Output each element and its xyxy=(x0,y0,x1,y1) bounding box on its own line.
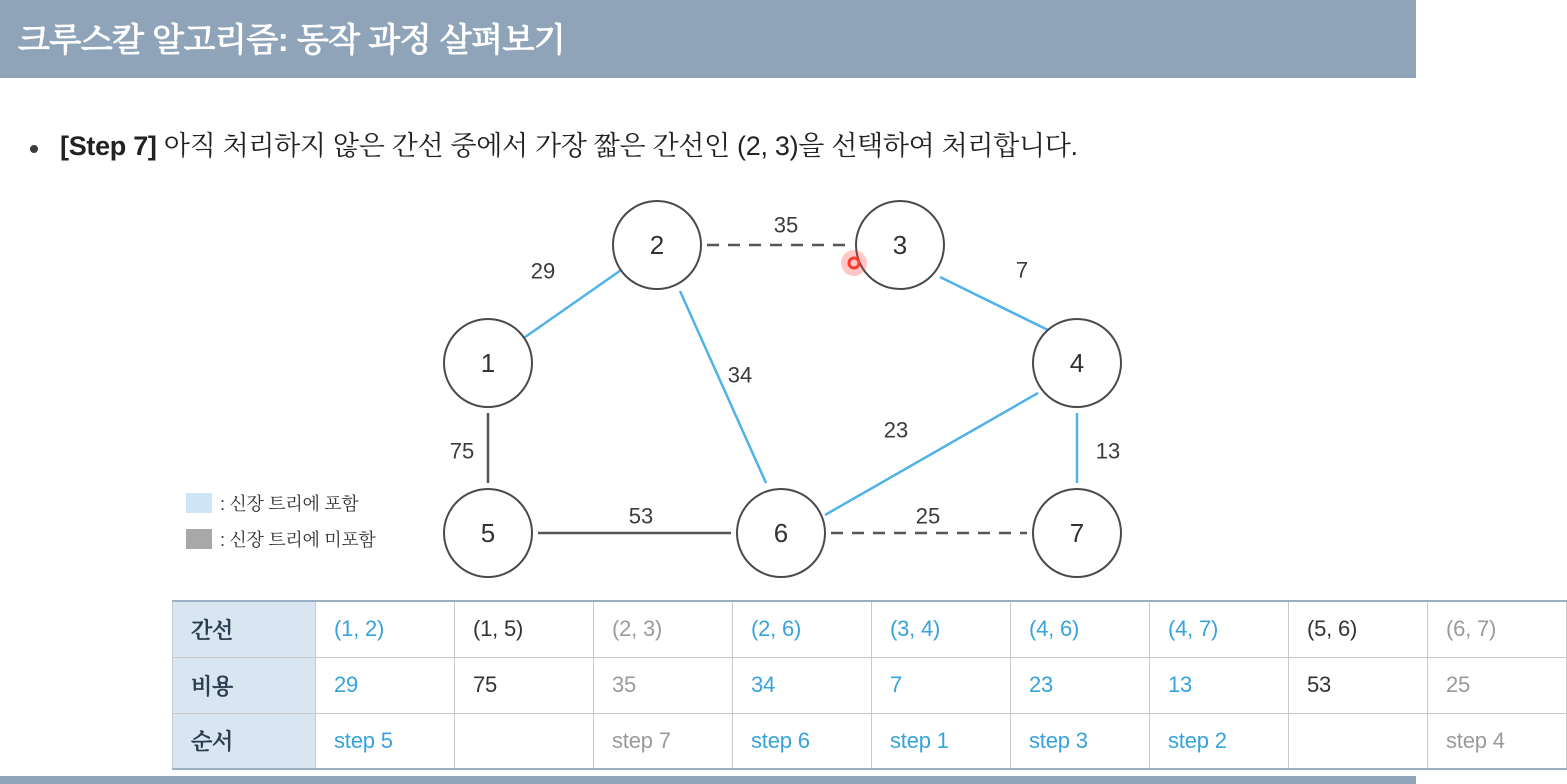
table-cell-edge-4: (2, 6) xyxy=(733,601,872,657)
edge-weight-3-4: 7 xyxy=(1015,257,1029,283)
table-cell-cost-2: 75 xyxy=(455,657,594,713)
table-row-costs xyxy=(173,657,1567,713)
edge-weight-1-2: 29 xyxy=(530,258,556,284)
bullet-text xyxy=(60,128,1078,164)
edge-4-6 xyxy=(825,393,1038,515)
edge-2-6 xyxy=(680,291,766,483)
legend xyxy=(186,488,436,560)
edge-weight-2-3: 35 xyxy=(773,212,799,238)
edge-weight-6-7: 25 xyxy=(915,503,941,529)
slide-header xyxy=(0,0,1416,78)
edge-weight-2-6: 34 xyxy=(727,362,753,388)
table-cell-order-3: step 7 xyxy=(594,713,733,769)
bullet-row xyxy=(30,128,1390,164)
row-header-cost: 비용 xyxy=(173,657,316,713)
table-cell-cost-1: 29 xyxy=(316,657,455,713)
row-header-edge: 간선 xyxy=(173,601,316,657)
edge-table-wrap xyxy=(172,600,1505,770)
graph-node-label-4: 4 xyxy=(1069,348,1085,378)
table-cell-order-5: step 1 xyxy=(872,713,1011,769)
graph-node-label-5: 5 xyxy=(480,518,496,548)
table-cell-edge-1: (1, 2) xyxy=(316,601,455,657)
edge-table xyxy=(172,600,1567,770)
table-cell-edge-2: (1, 5) xyxy=(455,601,594,657)
table-cell-edge-3: (2, 3) xyxy=(594,601,733,657)
table-cell-order-1: step 5 xyxy=(316,713,455,769)
graph-node-label-7: 7 xyxy=(1069,518,1085,548)
legend-swatch-included xyxy=(186,493,212,513)
graph-node-label-6: 6 xyxy=(773,518,789,548)
table-cell-order-9: step 4 xyxy=(1428,713,1567,769)
legend-swatch-excluded xyxy=(186,529,212,549)
bullet-dot-icon xyxy=(30,145,38,153)
table-cell-cost-7: 13 xyxy=(1150,657,1289,713)
table-cell-cost-4: 34 xyxy=(733,657,872,713)
edge-3-4 xyxy=(940,277,1050,331)
edge-weight-1-5: 75 xyxy=(449,438,475,464)
legend-label-included: : 신장 트리에 포함 xyxy=(220,494,359,514)
table-cell-edge-7: (4, 7) xyxy=(1150,601,1289,657)
bullet-description: 아직 처리하지 않은 간선 중에서 가장 짧은 간선인 (2, 3)을 선택하여 처리합니다. xyxy=(156,131,1078,161)
edge-weight-4-6: 23 xyxy=(883,417,909,443)
table-cell-cost-6: 23 xyxy=(1011,657,1150,713)
table-cell-cost-3: 35 xyxy=(594,657,733,713)
header-divider xyxy=(0,78,1416,92)
table-cell-order-4: step 6 xyxy=(733,713,872,769)
table-cell-cost-8: 53 xyxy=(1289,657,1428,713)
table-cell-edge-6: (4, 6) xyxy=(1011,601,1150,657)
slide-title: 크루스칼 알고리즘: 동작 과정 살펴보기 xyxy=(18,21,566,58)
table-cell-order-2 xyxy=(455,713,594,769)
graph-node-label-1: 1 xyxy=(480,348,496,378)
edge-weight-4-7: 13 xyxy=(1095,438,1121,464)
table-cell-order-8 xyxy=(1289,713,1428,769)
legend-item-included xyxy=(186,488,436,518)
edge-weight-5-6: 53 xyxy=(628,503,654,529)
table-cell-order-6: step 3 xyxy=(1011,713,1150,769)
table-row-order xyxy=(173,713,1567,769)
graph-node-label-3: 3 xyxy=(892,230,908,260)
row-header-order: 순서 xyxy=(173,713,316,769)
graph-node-label-2: 2 xyxy=(649,230,665,260)
cursor-glow xyxy=(841,250,867,276)
slide-footer-strip xyxy=(0,776,1416,784)
table-cell-cost-9: 25 xyxy=(1428,657,1567,713)
legend-label-excluded: : 신장 트리에 미포함 xyxy=(220,530,376,550)
table-row-edges xyxy=(173,601,1567,657)
bullet-step-label: [Step 7] xyxy=(60,131,157,161)
table-cell-cost-5: 7 xyxy=(872,657,1011,713)
table-cell-edge-5: (3, 4) xyxy=(872,601,1011,657)
table-cell-order-7: step 2 xyxy=(1150,713,1289,769)
table-cell-edge-8: (5, 6) xyxy=(1289,601,1428,657)
table-cell-edge-9: (6, 7) xyxy=(1428,601,1567,657)
legend-item-excluded xyxy=(186,524,436,554)
